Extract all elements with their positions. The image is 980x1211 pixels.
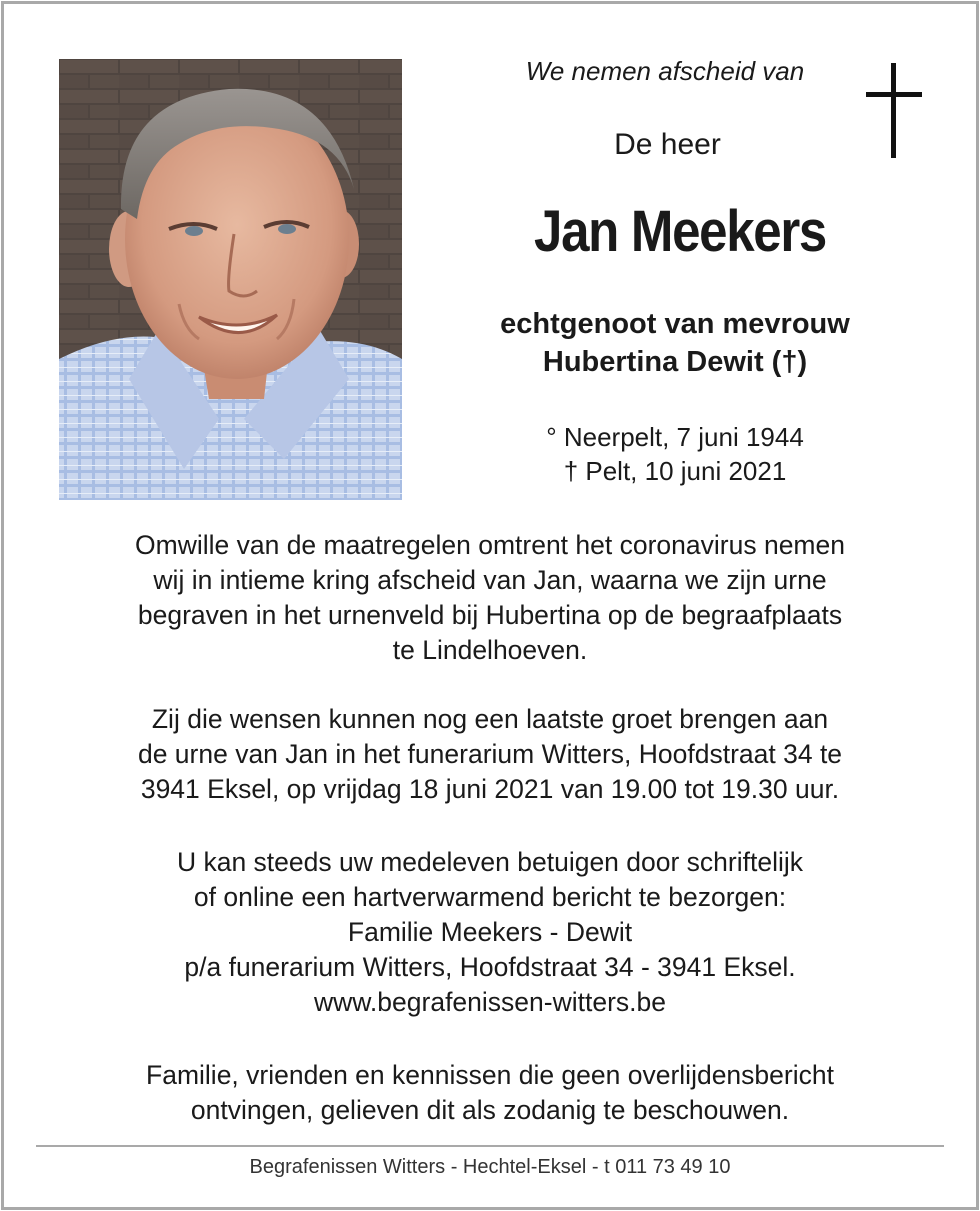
paragraph-condolences xyxy=(40,845,940,1020)
postal-address: p/a funerarium Witters, Hoofdstraat 34 - 3941 Eksel. xyxy=(184,952,796,982)
footer-divider xyxy=(36,1145,944,1147)
website-link[interactable]: www.begrafenissen-witters.be xyxy=(313,987,667,1017)
text-line: Familie, vrienden en kennissen die geen overlijdensbericht xyxy=(146,1060,834,1090)
cross-icon xyxy=(866,63,922,158)
birth-date: ° Neerpelt, 7 juni 1944 xyxy=(546,422,804,452)
text-line: Omwille van de maatregelen omtrent het coronavirus nemen xyxy=(135,530,845,560)
portrait-illustration xyxy=(59,59,402,500)
spouse-name: Hubertina Dewit (†) xyxy=(542,346,808,378)
spouse-info xyxy=(430,305,920,381)
paragraph-ceremony xyxy=(40,528,940,668)
text-line: 3941 Eksel, op vrijdag 18 juni 2021 van 19.00 tot 19.30 uur. xyxy=(140,774,840,804)
deceased-name: Jan Meekers xyxy=(534,199,826,264)
portrait-photo xyxy=(59,59,402,500)
text-line: Zij die wensen kunnen nog een laatste groet brengen aan xyxy=(151,704,829,734)
text-line: de urne van Jan in het funerarium Witters, Hoofdstraat 34 te xyxy=(137,739,843,769)
death-date: † Pelt, 10 juni 2021 xyxy=(563,456,787,486)
text-line: wij in intieme kring afscheid van Jan, waarna we zijn urne xyxy=(153,565,827,595)
family-name: Familie Meekers - Dewit xyxy=(347,917,633,947)
paragraph-visitation xyxy=(40,702,940,807)
text-line: te Lindelhoeven. xyxy=(392,635,588,665)
life-dates xyxy=(470,420,880,488)
text-line: ontvingen, gelieven dit als zodanig te beschouwen. xyxy=(190,1095,790,1125)
text-line: of online een hartverwarmend bericht te bezorgen: xyxy=(193,882,787,912)
honorific: De heer xyxy=(614,128,721,161)
text-line: U kan steeds uw medeleven betuigen door schriftelijk xyxy=(176,847,804,877)
paragraph-closing xyxy=(40,1058,940,1128)
intro-text: We nemen afscheid van xyxy=(525,56,805,86)
spouse-line: echtgenoot van mevrouw xyxy=(500,308,850,340)
footer-contact: Begrafenissen Witters - Hechtel-Eksel - t 011 73 49 10 xyxy=(249,1156,731,1178)
text-line: begraven in het urnenveld bij Hubertina op de begraafplaats xyxy=(137,600,843,630)
